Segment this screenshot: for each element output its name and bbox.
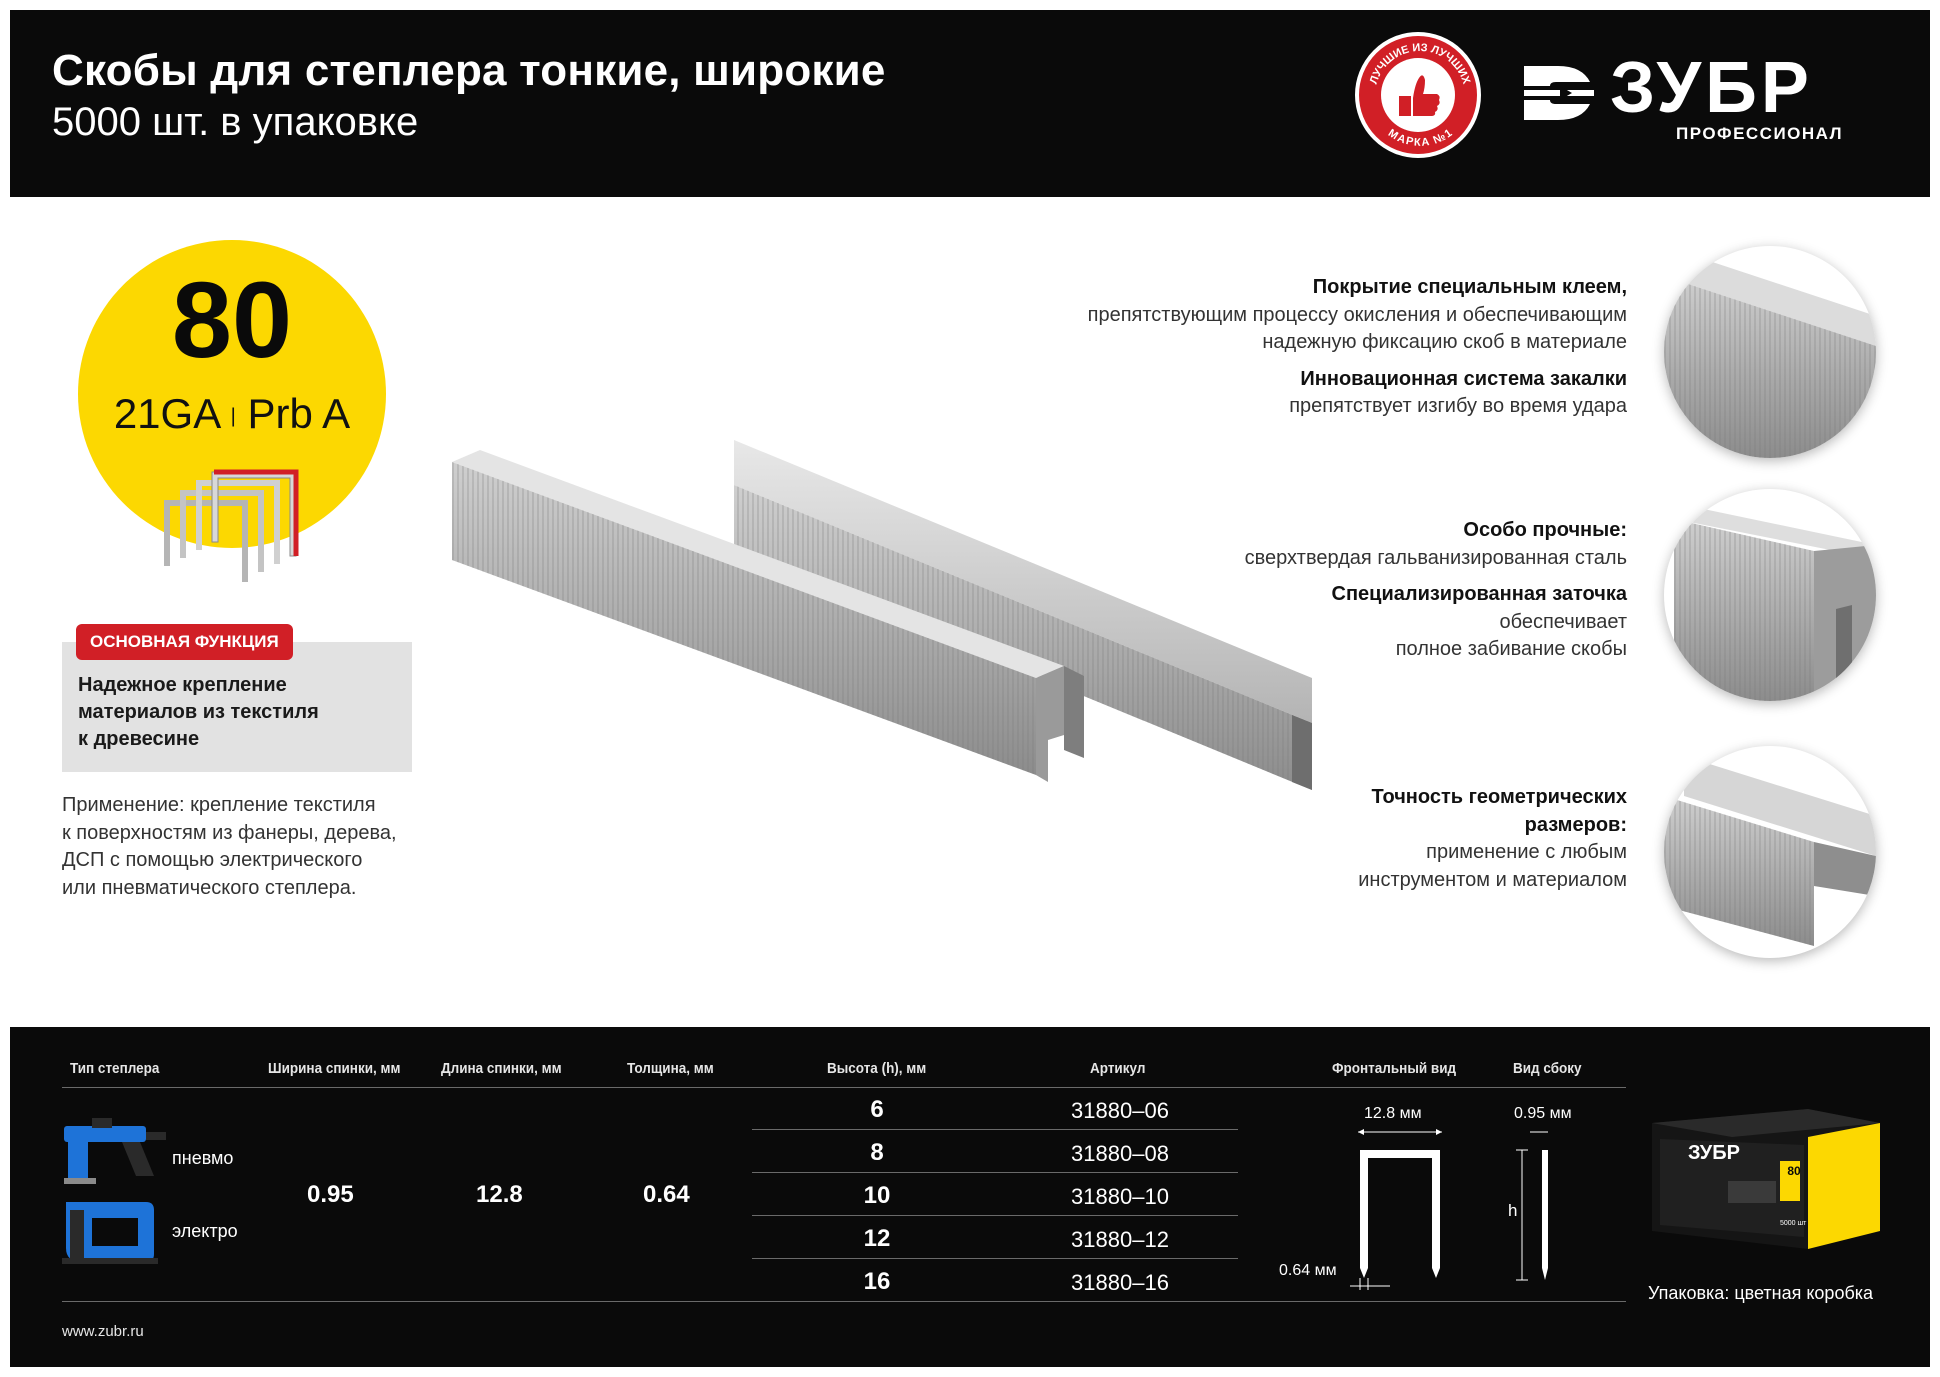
svg-text:ЛУЧШИЕ ИЗ ЛУЧШИХ (1368, 42, 1473, 86)
function-line: Надежное крепление (78, 674, 287, 696)
col-header-width: Ширина спинки, мм (268, 1060, 401, 1077)
brand-name: ЗУБР (1610, 48, 1813, 128)
feature-line: надежную фиксацию скоб в материале (1262, 331, 1627, 353)
side-height-label: h (1508, 1201, 1518, 1220)
feature-title: Специализированная заточка (1331, 583, 1627, 605)
badge-bottom-text: МАРКА №1 (1385, 127, 1455, 149)
feature-line: полное забивание скобы (1395, 638, 1627, 660)
feature-title: Покрытие специальным клеем, (1312, 276, 1627, 298)
height-cell: 16 (863, 1268, 891, 1295)
col-header-front-view: Фронтальный вид (1332, 1060, 1457, 1077)
svg-text:МАРКА №1 (1386, 127, 1455, 149)
zoom-detail-coating (1664, 246, 1876, 458)
badge-top-text: ЛУЧШИЕ ИЗ ЛУЧШИХ (1367, 41, 1473, 86)
row-divider (752, 1258, 1238, 1259)
staple-type-number: 80 (171, 259, 293, 380)
page-subtitle: 5000 шт. в упаковке (52, 100, 419, 144)
feature-line: сверхтвердая гальванизированная сталь (1244, 546, 1627, 569)
box-brand: ЗУБР (1688, 1142, 1740, 1164)
page-title: Скобы для степлера тонкие, широкие (52, 46, 886, 95)
website-url[interactable]: www.zubr.ru (62, 1323, 144, 1340)
usage-text (62, 792, 422, 902)
feature-title: Особо прочные: (1463, 519, 1627, 541)
feature-line: применение с любым (1426, 841, 1627, 863)
pneumatic-stapler-icon (62, 1118, 168, 1188)
col-header-type: Тип степлера (70, 1060, 160, 1077)
article-cell: 31880–16 (1071, 1270, 1169, 1295)
thickness-value: 0.64 (643, 1181, 690, 1208)
col-header-side-view: Вид сбоку (1513, 1060, 1582, 1077)
brand-subtitle: ПРОФЕССИОНАЛ (1676, 124, 1844, 143)
article-cell: 31880–10 (1071, 1184, 1169, 1209)
article-cell: 31880–08 (1071, 1141, 1169, 1166)
usage-line: к поверхностям из фанеры, дерева, (62, 821, 397, 844)
width-value: 0.95 (307, 1181, 354, 1208)
feature-title: Инновационная система закалки (1300, 367, 1627, 390)
tool-electro-label: электро (172, 1221, 238, 1241)
electric-stapler-icon (62, 1196, 158, 1266)
spec-separator: | (230, 405, 236, 428)
length-value: 12.8 (476, 1181, 523, 1208)
feature-line: инструментом и материалом (1358, 868, 1627, 891)
col-header-thickness: Толщина, мм (627, 1060, 714, 1077)
feature-title: размеров: (1524, 813, 1627, 836)
row-divider (752, 1215, 1238, 1216)
spec-gauge: 21GA (113, 390, 219, 437)
feature-line: препятствующим процессу окисления и обеспечивающим (1087, 303, 1627, 326)
tool-pneumo-label: пневмо (172, 1148, 234, 1168)
best-brand-badge (1355, 32, 1481, 158)
col-header-length: Длина спинки, мм (441, 1060, 562, 1077)
package-box-image (1648, 1103, 1884, 1253)
box-number: 80 (1787, 1164, 1801, 1178)
height-cell: 12 (863, 1225, 891, 1252)
zoom-detail-geometry (1664, 746, 1876, 958)
function-line: к древесине (78, 728, 200, 750)
height-cell: 10 (863, 1182, 891, 1209)
feature-geometry (1027, 784, 1627, 894)
staple-profile-icon (160, 468, 310, 586)
feature-title: Точность геометрических (1371, 786, 1627, 808)
feature-strength (1027, 517, 1627, 664)
usage-line: или пневматического степлера. (62, 876, 357, 899)
height-cell: 8 (870, 1139, 884, 1166)
table-bottom-divider (62, 1301, 1626, 1302)
article-cell: 31880–06 (1071, 1098, 1169, 1123)
header-divider (62, 1087, 1626, 1088)
col-header-article: Артикул (1090, 1060, 1146, 1077)
box-quantity: 5000 шт (1780, 1220, 1807, 1227)
feature-line: обеспечивает (1499, 610, 1627, 633)
zoom-detail-sharpening (1664, 489, 1876, 701)
main-function-text (78, 672, 398, 753)
function-line: материалов из текстиля (78, 701, 319, 723)
usage-line: ДСП с помощью электрического (62, 849, 363, 871)
package-label: Упаковка: цветная коробка (1648, 1283, 1874, 1303)
side-width-dimension: 0.95 мм (1514, 1105, 1572, 1122)
front-thickness-dimension: 0.64 мм (1279, 1262, 1337, 1279)
brand-logo-icon (1520, 62, 1598, 124)
feature-adhesive (1027, 274, 1627, 421)
front-view-diagram (1340, 1128, 1460, 1298)
front-width-dimension: 12.8 мм (1364, 1105, 1422, 1122)
row-divider (752, 1172, 1238, 1173)
height-cell: 6 (870, 1096, 884, 1123)
article-cell: 31880–12 (1071, 1227, 1169, 1252)
feature-line: препятствует изгибу во время удара (1289, 395, 1627, 417)
main-function-tag: ОСНОВНАЯ ФУНКЦИЯ (76, 624, 293, 660)
usage-line: Применение: крепление текстиля (62, 794, 376, 816)
col-header-height: Высота (h), мм (827, 1060, 927, 1077)
staple-spec (78, 390, 386, 438)
row-divider (752, 1129, 1238, 1130)
spec-type: Prb A (247, 390, 351, 437)
